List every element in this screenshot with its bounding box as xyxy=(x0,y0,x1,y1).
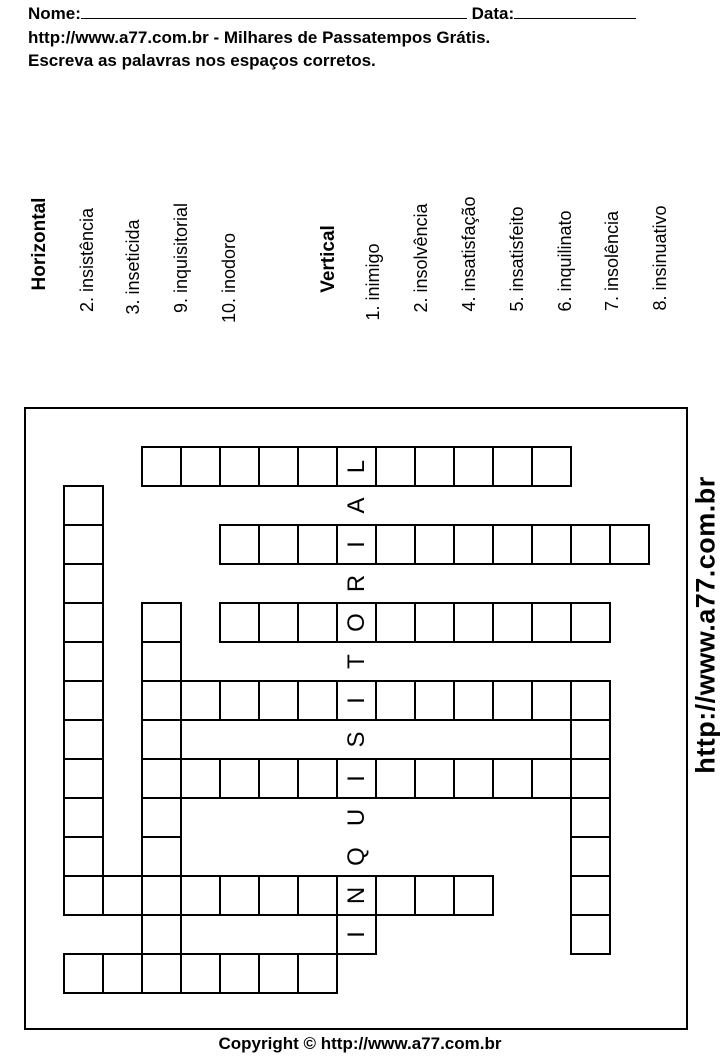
grid-cell[interactable] xyxy=(181,447,220,486)
solution-letter: O xyxy=(343,613,370,632)
grid-cell[interactable] xyxy=(64,837,103,876)
grid-cell[interactable] xyxy=(64,954,103,993)
grid-cell[interactable] xyxy=(454,759,493,798)
grid-cell[interactable] xyxy=(571,681,610,720)
grid-cell[interactable] xyxy=(64,486,103,525)
vertical-clue: 2. insolvência xyxy=(411,203,431,313)
copyright-footer: Copyright © http://www.a77.com.br xyxy=(218,1034,502,1053)
solution-letter: L xyxy=(343,459,370,474)
date-label: Data: xyxy=(471,4,515,23)
grid-cell[interactable] xyxy=(415,603,454,642)
grid-cell[interactable] xyxy=(415,876,454,915)
grid-cell[interactable] xyxy=(376,876,415,915)
grid-cell[interactable] xyxy=(571,876,610,915)
grid-cell[interactable] xyxy=(220,447,259,486)
grid-cell[interactable] xyxy=(220,954,259,993)
grid-cell[interactable] xyxy=(298,525,337,564)
solution-letter: I xyxy=(343,931,370,938)
grid-cell[interactable] xyxy=(181,681,220,720)
grid-cell[interactable] xyxy=(259,603,298,642)
grid-cell[interactable] xyxy=(259,759,298,798)
grid-cell[interactable] xyxy=(415,681,454,720)
grid-cell[interactable] xyxy=(64,759,103,798)
grid-cell[interactable] xyxy=(532,447,571,486)
grid-cell[interactable] xyxy=(64,720,103,759)
grid-cell[interactable] xyxy=(142,681,181,720)
horizontal-title: Horizontal xyxy=(29,197,50,291)
grid-cell[interactable] xyxy=(298,447,337,486)
grid-cell[interactable] xyxy=(142,603,181,642)
solution-letter: A xyxy=(343,497,370,514)
grid-cell[interactable] xyxy=(103,876,142,915)
grid-cell[interactable] xyxy=(64,642,103,681)
grid-cell[interactable] xyxy=(571,915,610,954)
grid-cell[interactable] xyxy=(571,720,610,759)
grid-cell[interactable] xyxy=(181,954,220,993)
grid-cell[interactable] xyxy=(298,759,337,798)
horizontal-clue: 2. insistência xyxy=(77,207,97,313)
grid-cell[interactable] xyxy=(259,876,298,915)
solution-letter: T xyxy=(343,654,370,669)
vertical-clue: 4. insatisfação xyxy=(459,196,479,312)
grid-cell[interactable] xyxy=(298,603,337,642)
grid-cell[interactable] xyxy=(220,681,259,720)
grid-cell[interactable] xyxy=(376,525,415,564)
solution-letter: U xyxy=(343,808,370,827)
grid-cell[interactable] xyxy=(571,525,610,564)
grid-cell[interactable] xyxy=(493,603,532,642)
solution-letter: Q xyxy=(343,847,370,866)
grid-cell[interactable] xyxy=(64,525,103,564)
grid-cell[interactable] xyxy=(142,876,181,915)
grid-cell[interactable] xyxy=(142,954,181,993)
grid-cell[interactable] xyxy=(415,447,454,486)
grid-cell[interactable] xyxy=(142,720,181,759)
vertical-clue: 7. insolência xyxy=(602,210,622,312)
solution-letter: N xyxy=(343,886,370,905)
grid-cell[interactable] xyxy=(64,564,103,603)
grid-cell[interactable] xyxy=(571,798,610,837)
grid-cell[interactable] xyxy=(454,447,493,486)
horizontal-clue: 10. inodoro xyxy=(219,232,239,324)
grid-cell[interactable] xyxy=(532,525,571,564)
grid-cell[interactable] xyxy=(493,525,532,564)
grid-cell[interactable] xyxy=(376,447,415,486)
grid-cell[interactable] xyxy=(64,798,103,837)
grid-cell[interactable] xyxy=(376,603,415,642)
grid-cell[interactable] xyxy=(298,681,337,720)
grid-cell[interactable] xyxy=(103,954,142,993)
grid-cell[interactable] xyxy=(493,759,532,798)
vertical-clue: 5. insatisfeito xyxy=(507,206,527,312)
grid-cell[interactable] xyxy=(220,759,259,798)
grid-cell[interactable] xyxy=(376,759,415,798)
grid-cell[interactable] xyxy=(571,837,610,876)
horizontal-clue: 3. inseticida xyxy=(123,219,143,315)
grid-cell[interactable] xyxy=(376,681,415,720)
grid-cell[interactable] xyxy=(415,759,454,798)
grid-cell[interactable] xyxy=(415,525,454,564)
grid-cell[interactable] xyxy=(64,876,103,915)
instruction: Escreva as palavras nos espaços corretos. xyxy=(28,51,376,70)
grid-cell[interactable] xyxy=(532,681,571,720)
grid-cell[interactable] xyxy=(259,681,298,720)
grid-cell[interactable] xyxy=(259,447,298,486)
grid-cell[interactable] xyxy=(493,447,532,486)
grid-cell[interactable] xyxy=(532,759,571,798)
grid-cell[interactable] xyxy=(298,876,337,915)
grid-cell[interactable] xyxy=(142,837,181,876)
grid-cell[interactable] xyxy=(571,603,610,642)
grid-cell[interactable] xyxy=(64,681,103,720)
grid-cell[interactable] xyxy=(259,954,298,993)
grid-cell[interactable] xyxy=(181,759,220,798)
solution-letter: I xyxy=(343,697,370,704)
grid-cell[interactable] xyxy=(454,603,493,642)
horizontal-clue: 9. inquisitorial xyxy=(171,202,191,314)
vertical-title: Vertical xyxy=(318,225,339,293)
grid-cell[interactable] xyxy=(493,681,532,720)
grid-cell[interactable] xyxy=(64,603,103,642)
grid-cell[interactable] xyxy=(454,681,493,720)
grid-cell[interactable] xyxy=(142,759,181,798)
grid-cell[interactable] xyxy=(454,876,493,915)
solution-letter: R xyxy=(343,574,370,593)
grid-cell[interactable] xyxy=(298,954,337,993)
grid-cell[interactable] xyxy=(142,915,181,954)
vertical-clue: 1. inimigo xyxy=(363,243,383,321)
grid-cell[interactable] xyxy=(259,525,298,564)
side-url: http://www.a77.com.br xyxy=(690,476,720,774)
vertical-clue: 8. insinuativo xyxy=(650,205,670,311)
grid-cell[interactable] xyxy=(220,876,259,915)
name-label: Nome: xyxy=(28,4,81,23)
grid-cell[interactable] xyxy=(532,603,571,642)
grid-cell[interactable] xyxy=(142,798,181,837)
grid-cell[interactable] xyxy=(220,525,259,564)
grid-cell[interactable] xyxy=(610,525,649,564)
grid-cell[interactable] xyxy=(220,603,259,642)
solution-letter: I xyxy=(343,775,370,782)
solution-letter: I xyxy=(343,541,370,548)
vertical-clue: 6. inquilinato xyxy=(555,210,575,312)
solution-letter: S xyxy=(343,731,370,748)
site-line: http://www.a77.com.br - Milhares de Passatempos Grátis. xyxy=(28,28,491,47)
grid-cell[interactable] xyxy=(142,642,181,681)
grid-cell[interactable] xyxy=(181,876,220,915)
grid-cell[interactable] xyxy=(454,525,493,564)
grid-cell[interactable] xyxy=(571,759,610,798)
grid-cell[interactable] xyxy=(142,447,181,486)
